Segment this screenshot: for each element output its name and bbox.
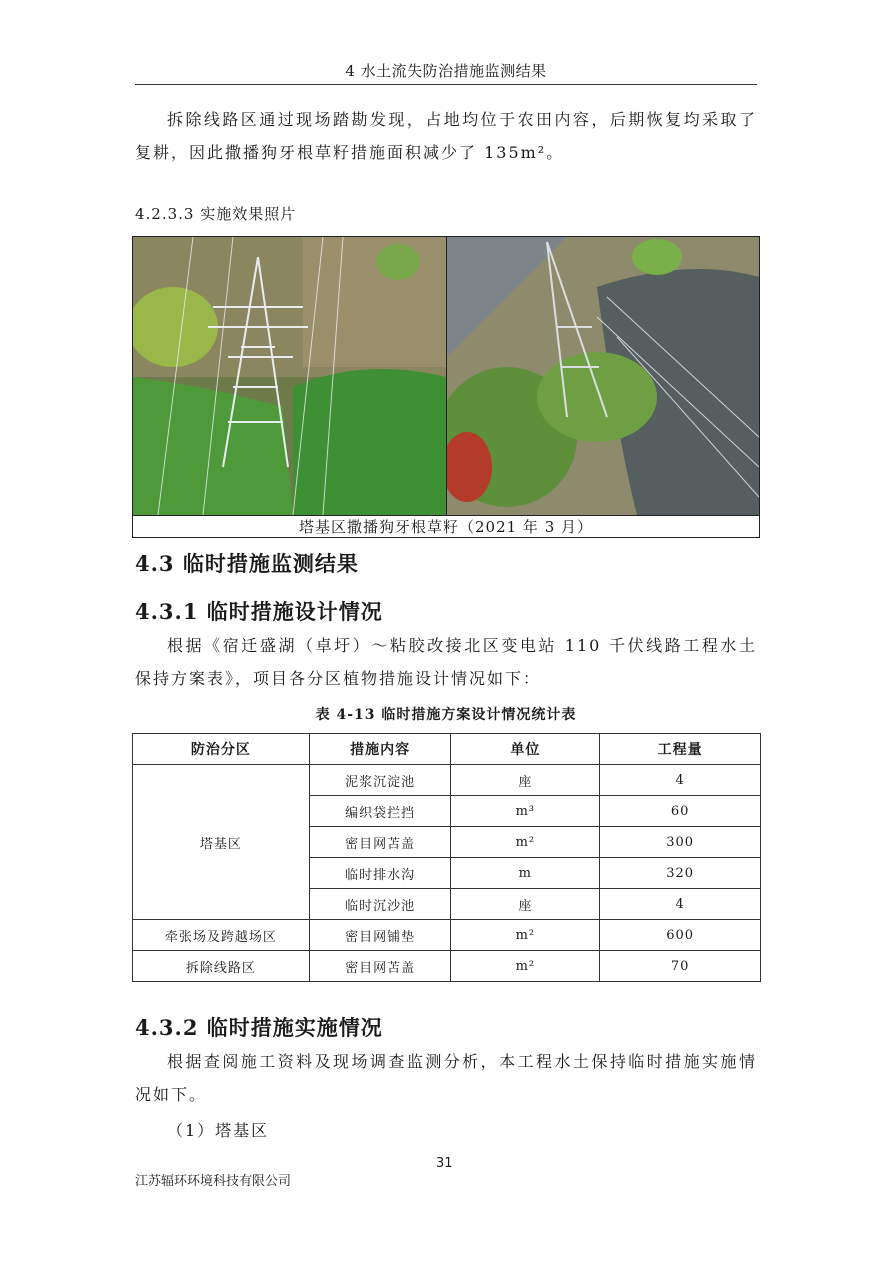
header-rule <box>135 84 757 85</box>
zone-cell: 拆除线路区 <box>133 951 310 982</box>
section-label-4233: 4.2.3.3 实施效果照片 <box>135 205 297 223</box>
list-item-tower-area: （1）塔基区 <box>167 1121 270 1140</box>
quantity-cell: 600 <box>600 920 761 951</box>
table-row <box>133 951 761 982</box>
photo-caption: 塔基区撒播狗牙根草籽（2021 年 3 月） <box>133 515 759 539</box>
temporary-measures-table <box>132 733 761 982</box>
paragraph-design-intro: 根据《宿迁盛湖（卓圩）～粘胶改接北区变电站 110 千伏线路工程水土保持方案表》，项目各分区植物措施设计情况如下： <box>135 636 757 688</box>
measure-cell: 密目网苫盖 <box>309 951 451 982</box>
unit-cell: m² <box>451 827 600 858</box>
heading-4-3: 4.3 临时措施监测结果 <box>135 551 359 576</box>
header-measure: 措施内容 <box>309 734 451 765</box>
unit-cell: m² <box>451 920 600 951</box>
unit-cell: 座 <box>451 765 600 796</box>
table-header-row <box>133 734 761 765</box>
paragraph-removal-area: 拆除线路区通过现场踏勘发现，占地均位于农田内容，后期恢复均采取了复耕，因此撒播狗牙根草籽措施面积减少了 135m²。 <box>135 110 757 162</box>
unit-cell: m³ <box>451 796 600 827</box>
page-number: 31 <box>436 1156 453 1171</box>
heading-4-3-1: 4.3.1 临时措施设计情况 <box>135 599 383 624</box>
table-row <box>133 765 761 796</box>
photo-figure <box>132 236 760 538</box>
table-row <box>133 920 761 951</box>
table-title: 表 4-13 临时措施方案设计情况统计表 <box>315 707 577 723</box>
measure-cell: 密目网苫盖 <box>309 827 451 858</box>
measure-cell: 临时沉沙池 <box>309 889 451 920</box>
heading-4-3-2: 4.3.2 临时措施实施情况 <box>135 1015 383 1040</box>
quantity-cell: 4 <box>600 889 761 920</box>
quantity-cell: 70 <box>600 951 761 982</box>
running-header: 4 水土流失防治措施监测结果 <box>345 62 547 80</box>
tower-photo-left <box>133 237 447 515</box>
footer-company: 江苏辐环环境科技有限公司 <box>135 1174 292 1189</box>
unit-cell: m² <box>451 951 600 982</box>
tower-photo-right <box>447 237 759 515</box>
zone-cell: 塔基区 <box>133 765 310 920</box>
quantity-cell: 4 <box>600 765 761 796</box>
quantity-cell: 300 <box>600 827 761 858</box>
measure-cell: 密目网铺垫 <box>309 920 451 951</box>
unit-cell: 座 <box>451 889 600 920</box>
header-unit: 单位 <box>451 734 600 765</box>
zone-cell: 牵张场及跨越场区 <box>133 920 310 951</box>
paragraph-implementation-intro: 根据查阅施工资料及现场调查监测分析，本工程水土保持临时措施实施情况如下。 <box>135 1052 757 1104</box>
quantity-cell: 60 <box>600 796 761 827</box>
measure-cell: 临时排水沟 <box>309 858 451 889</box>
header-quantity: 工程量 <box>600 734 761 765</box>
header-zone: 防治分区 <box>133 734 310 765</box>
measure-cell: 泥浆沉淀池 <box>309 765 451 796</box>
measure-cell: 编织袋拦挡 <box>309 796 451 827</box>
unit-cell: m <box>451 858 600 889</box>
quantity-cell: 320 <box>600 858 761 889</box>
